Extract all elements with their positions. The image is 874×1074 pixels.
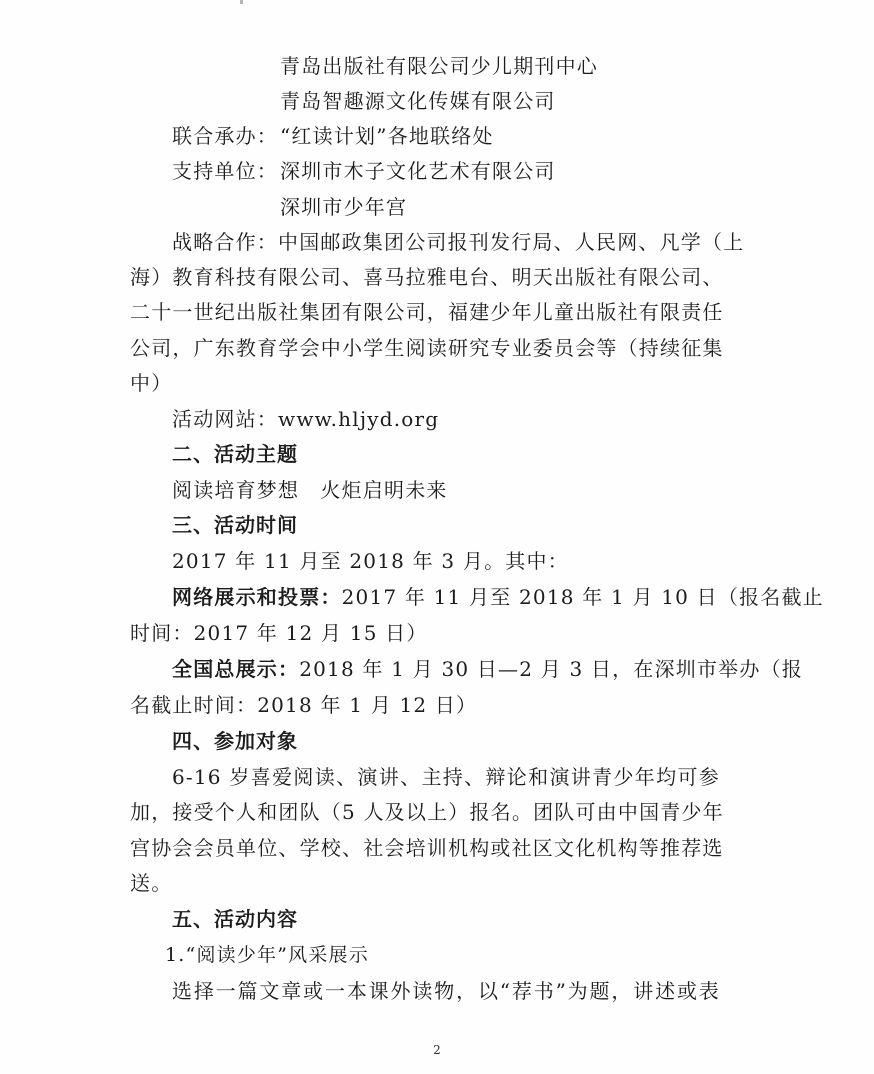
scan-artifact [240,0,243,4]
partners-line-5: 中） [130,371,173,395]
online-voting-deadline: 时间：2017 年 12 月 15 日） [130,621,428,645]
participants-line-1: 6-16 岁喜爱阅读、演讲、主持、辩论和演讲青少年均可参 [172,765,720,789]
online-voting-dates: 2017 年 11 月至 2018 年 1 月 10 日（报名截止 [341,585,824,609]
website-line: 活动网站：www.hljyd.org [172,407,440,431]
participants-line-3: 宫协会会员单位、学校、社会培训机构或社区文化机构等推荐选 [130,836,724,860]
section3-heading: 三、活动时间 [172,513,298,537]
section5-heading: 五、活动内容 [172,907,298,931]
partners-line-4: 公司，广东教育学会中小学生阅读研究专业委员会等（持续征集 [130,336,724,360]
section4-heading: 四、参加对象 [172,729,298,753]
section2-heading: 二、活动主题 [172,442,298,466]
section3-intro: 2017 年 11 月至 2018 年 3 月。其中： [172,549,569,573]
online-voting-line [172,583,824,611]
support-value-2: 深圳市少年宫 [280,195,408,219]
co-organizer-value: “红读计划”各地联络处 [280,124,494,148]
participants-line-4: 送。 [130,871,173,895]
organizer-line-1: 青岛出版社有限公司少儿期刊中心 [280,54,598,78]
national-show-line [172,655,803,683]
national-show-label: 全国总展示： [172,657,300,681]
organizer-line-2: 青岛智趣源文化传媒有限公司 [280,89,556,113]
page-number: 2 [433,1043,441,1057]
section5-text-line-1: 选择一篇文章或一本课外读物，以“荐书”为题，讲述或表 [172,979,720,1003]
support-label: 支持单位： [172,159,278,183]
national-show-dates: 2018 年 1 月 30 日—2 月 3 日，在深圳市举办（报 [299,657,803,681]
partners-line-2: 海）教育科技有限公司、喜马拉雅电台、明天出版社有限公司、 [130,265,724,289]
partners-line-3: 二十一世纪出版社集团有限公司，福建少年儿童出版社有限责任 [130,300,724,324]
online-voting-label: 网络展示和投票： [172,585,342,609]
national-show-deadline: 名截止时间：2018 年 1 月 12 日） [130,693,478,717]
co-organizer-label: 联合承办： [172,124,278,148]
participants-line-2: 加，接受个人和团队（5 人及以上）报名。团队可由中国青少年 [130,800,724,824]
section2-text: 阅读培育梦想 火炬启明未来 [172,478,448,502]
section5-subheading-1: 1.“阅读少年”风采展示 [165,944,369,966]
support-value-1: 深圳市木子文化艺术有限公司 [280,159,556,183]
partners-line-1: 战略合作：中国邮政集团公司报刊发行局、人民网、凡学（上 [172,230,745,254]
